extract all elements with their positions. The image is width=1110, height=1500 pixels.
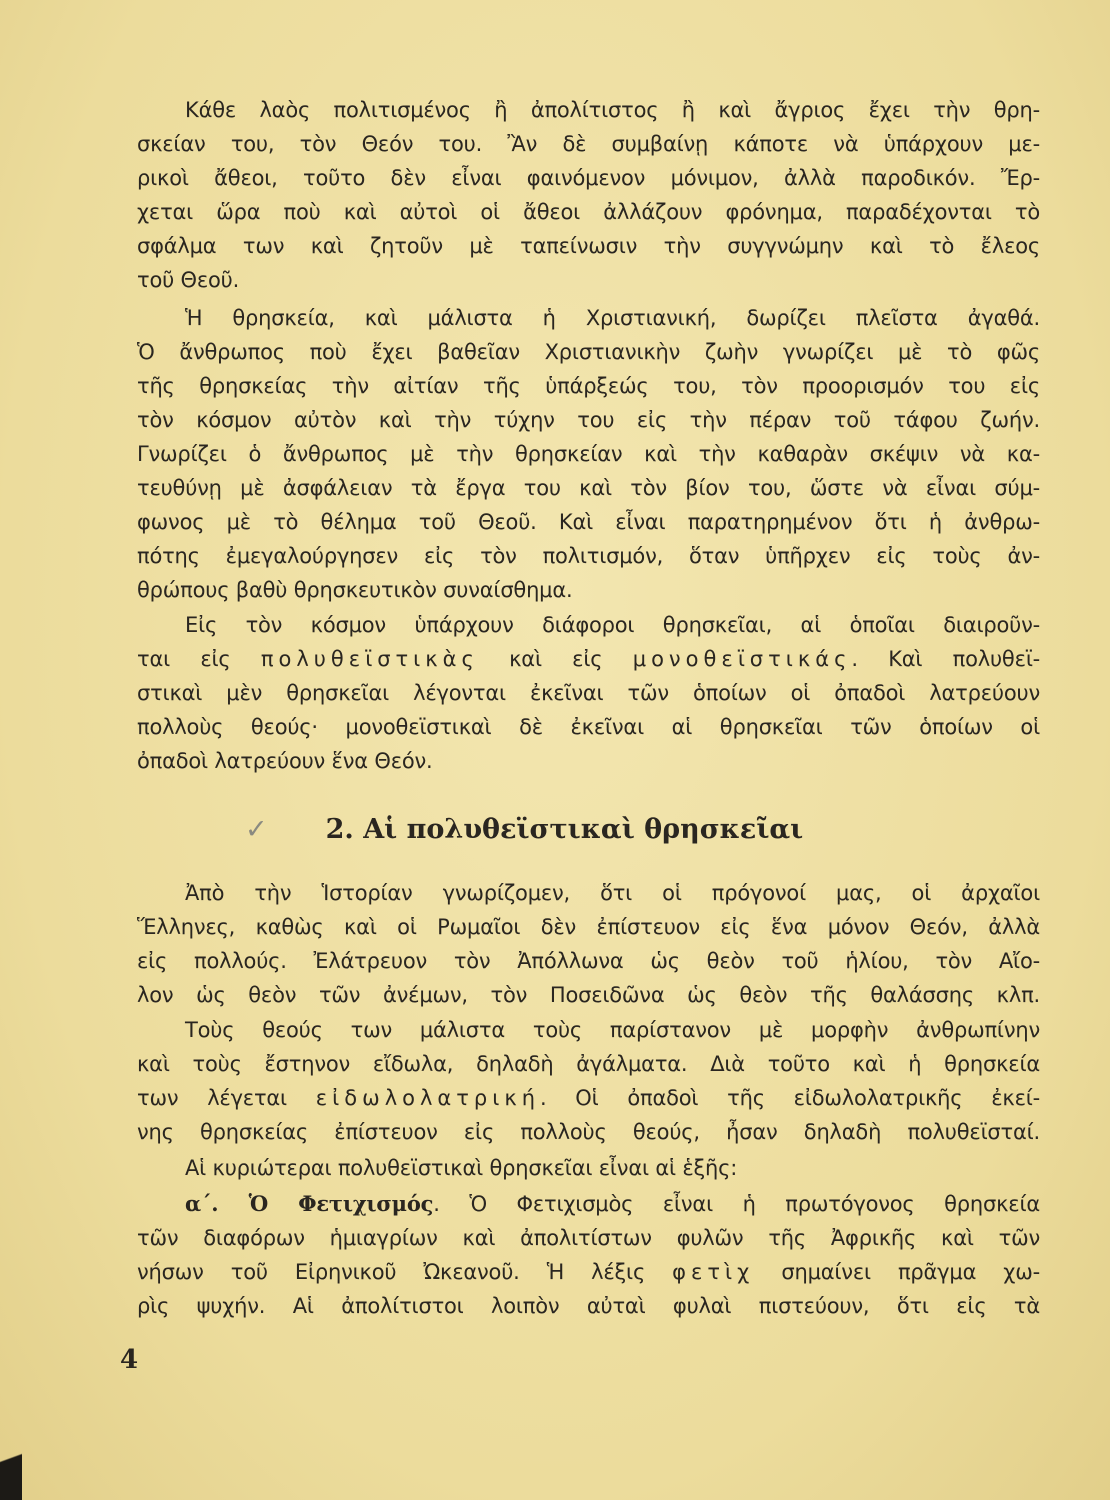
text-line: Εἰς τὸν κόσμον ὑπάρχουν διάφοροι θρησκεῖαι, αἱ ὁποῖαι διαιροῦν- (185, 613, 1040, 637)
text-line: Ὁ ἄνθρωπος ποὺ ἔχει βαθεῖαν Χριστιανικὴν ζωὴν γνωρίζει μὲ τὸ φῶς (137, 340, 1040, 364)
text-line: τῆς θρησκείας τὴν αἰτίαν τῆς ὑπάρξεώς του, τὸν προορισμόν του εἰς (137, 374, 1040, 398)
text-line: πότης ἐμεγαλούργησεν εἰς τὸν πολιτισμόν, ὅταν ὑπῆρχεν εἰς τοὺς ἀν- (137, 544, 1040, 568)
text-line: τοῦ Θεοῦ. (137, 268, 240, 292)
text-line: Κάθε λαὸς πολιτισμένος ἢ ἀπολίτιστος ἢ καὶ ἄγριος ἔχει τὴν θρη- (185, 98, 1040, 122)
text-line: Ἡ θρησκεία, καὶ μάλιστα ἡ Χριστιανική, δωρίζει πλεῖστα ἀγαθά. (185, 306, 1040, 330)
text-line: εἰς πολλούς. Ἐλάτρευον τὸν Ἀπόλλωνα ὡς θεὸν τοῦ ἡλίου, τὸν Αἴο- (137, 949, 1040, 973)
text-line: Τοὺς θεούς των μάλιστα τοὺς παρίστανον μὲ μορφὴν ἀνθρωπίνην (185, 1018, 1040, 1042)
page-corner-shadow (0, 1430, 22, 1500)
text-line (137, 642, 1040, 676)
text-line: στικαὶ μὲν θρησκεῖαι λέγονται ἐκεῖναι τῶν ὁποίων οἱ ὀπαδοὶ λατρεύουν (137, 681, 1040, 705)
text-line: ρικοὶ ἄθεοι, τοῦτο δὲν εἶναι φαινόμενον μόνιμον, ἀλλὰ παροδικόν. Ἔρ- (137, 166, 1040, 190)
spaced-text: φετὶχ (672, 1260, 755, 1284)
paragraph-6 (137, 1151, 1040, 1185)
text-segment: ται εἰς (137, 647, 261, 671)
spaced-text: εἰδωλολατρική (315, 1086, 540, 1110)
text-segment: σημαίνει πρᾶγμα χω- (754, 1260, 1040, 1284)
text-line: νης θρησκείας ἐπίστευον εἰς πολλοὺς θεούς, ἦσαν δηλαδὴ πολυθεϊσταί. (137, 1120, 1040, 1144)
text-line: σκείαν του, τὸν Θεόν του. Ἂν δὲ συμβαίνῃ κάποτε νὰ ὑπάρχουν με- (137, 132, 1040, 156)
paragraph-2 (137, 301, 1040, 607)
text-line: Ἀπὸ τὴν Ἱστορίαν γνωρίζομεν, ὅτι οἱ πρόγονοί μας, οἱ ἀρχαῖοι (185, 881, 1040, 905)
text-segment: των λέγεται (137, 1086, 316, 1110)
text-line: ὀπαδοὶ λατρεύουν ἕνα Θεόν. (137, 749, 433, 773)
text-line: φωνος μὲ τὸ θέλημα τοῦ Θεοῦ. Καὶ εἶναι παρατηρημένον ὅτι ἡ ἀνθρω- (137, 510, 1040, 534)
text-line (137, 1255, 1040, 1289)
text-line: Αἱ κυριώτεραι πολυθεϊστικαὶ θρησκεῖαι εἶναι αἱ ἑξῆς: (185, 1156, 738, 1180)
text-segment: . Καὶ πολυθεϊ- (851, 647, 1041, 671)
text-line: ρὶς ψυχήν. Αἱ ἀπολίτιστοι λοιπὸν αὐταὶ φυλαὶ πιστεύουν, ὅτι εἰς τὰ (137, 1294, 1040, 1318)
paragraph-3 (137, 608, 1040, 778)
bold-text: α΄. Ὁ Φετιχισμός (185, 1191, 434, 1216)
text-line: τῶν διαφόρων ἡμιαγρίων καὶ ἀπολιτίστων φυλῶν τῆς Ἀφρικῆς καὶ τῶν (137, 1226, 1040, 1250)
checkmark-icon: ✓ (245, 814, 268, 845)
paragraph-7 (137, 1187, 1040, 1323)
text-line (137, 1081, 1040, 1115)
paragraph-1 (137, 93, 1040, 297)
text-line: λον ὡς θεὸν τῶν ἀνέμων, τὸν Ποσειδῶνα ὡς θεὸν τῆς θαλάσσης κλπ. (137, 983, 1040, 1007)
text-segment: νήσων τοῦ Εἰρηνικοῦ Ὠκεανοῦ. Ἡ λέξις (137, 1260, 673, 1284)
text-line: τευθύνῃ μὲ ἀσφάλειαν τὰ ἔργα του καὶ τὸν βίον του, ὥστε νὰ εἶναι σύμ- (137, 476, 1040, 500)
text-segment: . Ὁ Φετιχισμὸς εἶναι ἡ πρωτόγονος θρησκεία (433, 1192, 1040, 1216)
text-line: χεται ὥρα ποὺ καὶ αὐτοὶ οἱ ἄθεοι ἀλλάζουν φρόνημα, παραδέχονται τὸ (137, 200, 1040, 224)
text-line: τὸν κόσμον αὐτὸν καὶ τὴν τύχην του εἰς τὴν πέραν τοῦ τάφου ζωήν. (137, 408, 1040, 432)
text-line (137, 1187, 1040, 1221)
text-line: θρώπους βαθὺ θρησκευτικὸν συναίσθημα. (137, 578, 573, 602)
text-segment: . Οἱ ὀπαδοὶ τῆς εἰδωλολατρικῆς ἐκεί- (540, 1086, 1040, 1110)
text-line: καὶ τοὺς ἔστηνον εἴδωλα, δηλαδὴ ἀγάλματα. Διὰ τοῦτο καὶ ἡ θρησκεία (137, 1052, 1040, 1076)
text-line: Ἕλληνες, καθὼς καὶ οἱ Ρωμαῖοι δὲν ἐπίστευον εἰς ἕνα μόνον Θεόν, ἀλλὰ (137, 915, 1040, 939)
section-heading (245, 814, 803, 845)
text-line: σφάλμα των καὶ ζητοῦν μὲ ταπείνωσιν τὴν συγγνώμην καὶ τὸ ἔλεος (137, 234, 1040, 258)
spaced-text: πολυθεϊστικὰς (260, 647, 479, 671)
paragraph-5 (137, 1013, 1040, 1149)
spaced-text: μονοθεϊστικάς (632, 647, 852, 671)
text-line: πολλοὺς θεούς· μονοθεϊστικαὶ δὲ ἐκεῖναι αἱ θρησκεῖαι τῶν ὁποίων οἱ (137, 715, 1040, 739)
section-heading-text: 2. Αἱ πολυθεϊστικαὶ θρησκεῖαι (325, 814, 804, 845)
page-number: 4 (120, 1345, 139, 1375)
text-line: Γνωρίζει ὁ ἄνθρωπος μὲ τὴν θρησκείαν καὶ τὴν καθαρὰν σκέψιν νὰ κα- (137, 442, 1040, 466)
text-segment: καὶ εἰς (478, 647, 633, 671)
paragraph-4 (137, 876, 1040, 1012)
